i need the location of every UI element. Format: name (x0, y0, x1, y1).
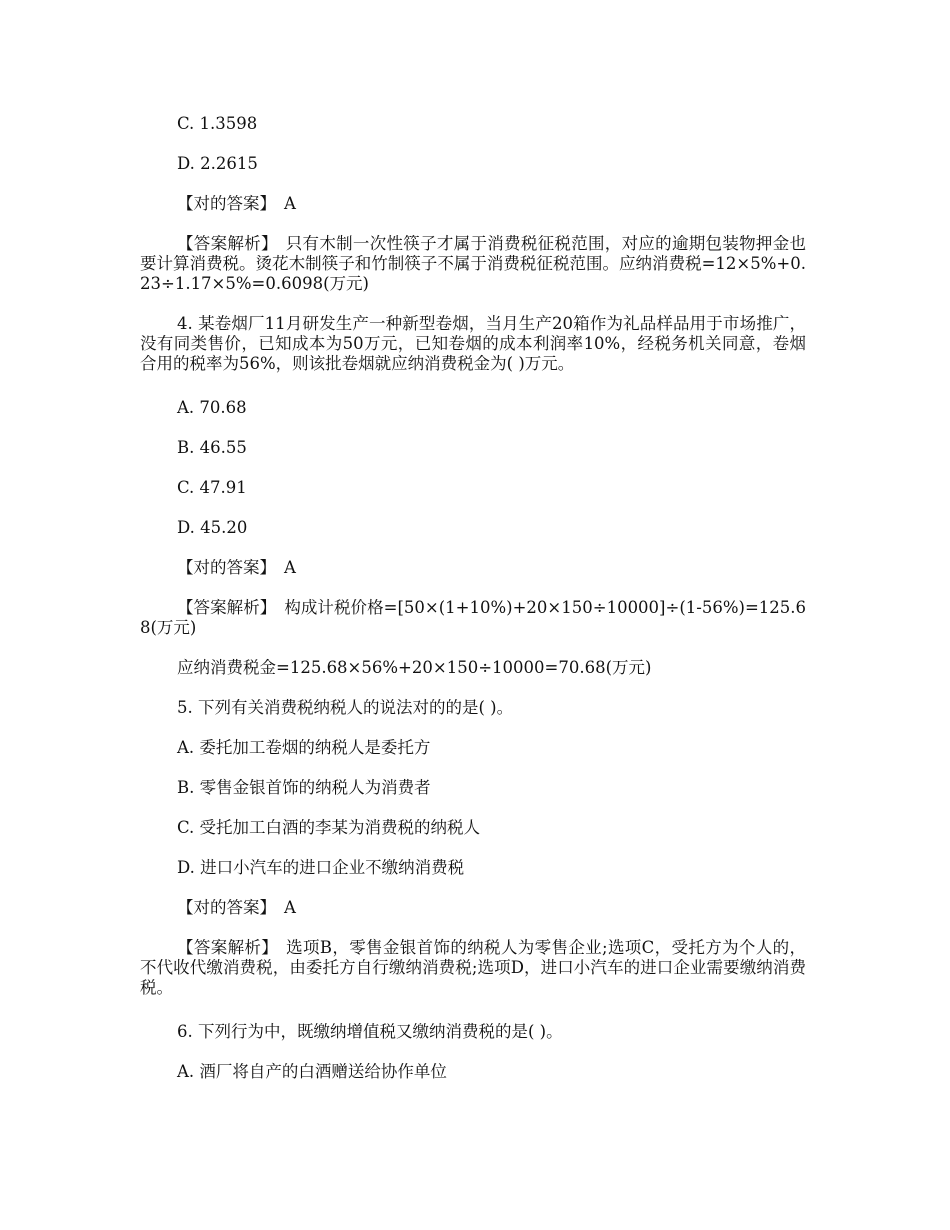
answer-label: 【对的答案】 (177, 558, 276, 577)
answer-value: A (284, 194, 296, 213)
q4-option-a: A. 70.68 (177, 398, 247, 417)
q4-stem: 4. 某卷烟厂11月研发生产一种新型卷烟，当月生产20箱作为礼品样品用于市场推广，没有同类售价，已知成本为50万元，已知卷烟的成本利润率10%，经税务机关同意，卷烟合用的税率为56%，则该批卷烟就应纳消费税金为( )万元。 (140, 314, 806, 373)
analysis-label: 【答案解析】 (177, 938, 279, 957)
q6-option-a: A. 酒厂将自产的白酒赠送给协作单位 (177, 1062, 447, 1081)
analysis-text: 选项B，零售金银首饰的纳税人为零售企业;选项C，受托方为个人的，不代收代缴消费税，由委托方自行缴纳消费税;选项D，进口小汽车的进口企业需要缴纳消费税。 (140, 938, 806, 997)
analysis-text: 构成计税价格=[50×(1+10%)+20×150÷10000]÷(1-56%)=125.68(万元) (140, 598, 807, 637)
q4-analysis (140, 598, 806, 638)
q3-option-d: D. 2.2615 (177, 154, 258, 173)
analysis-label: 【答案解析】 (177, 598, 277, 617)
q5-option-c: C. 受托加工白酒的李某为消费税的纳税人 (177, 818, 481, 837)
q6-stem: 6. 下列行为中，既缴纳增值税又缴纳消费税的是( )。 (177, 1022, 563, 1041)
q5-option-a: A. 委托加工卷烟的纳税人是委托方 (177, 738, 431, 757)
q3-analysis (140, 234, 806, 294)
analysis-label: 【答案解析】 (177, 234, 278, 253)
q4-option-c: C. 47.91 (177, 478, 247, 497)
q3-option-c: C. 1.3598 (177, 114, 258, 133)
answer-value: A (284, 898, 296, 917)
q4-answer (177, 558, 296, 578)
q4-option-b: B. 46.55 (177, 438, 247, 457)
answer-label: 【对的答案】 (177, 194, 276, 213)
q5-analysis (140, 938, 806, 998)
q5-option-b: B. 零售金银首饰的纳税人为消费者 (177, 778, 431, 797)
q3-answer (177, 194, 296, 214)
q5-option-d: D. 进口小汽车的进口企业不缴纳消费税 (177, 858, 465, 877)
answer-value: A (284, 558, 296, 577)
q4-analysis-extra: 应纳消费税金=125.68×56%+20×150÷10000=70.68(万元) (177, 658, 652, 677)
analysis-text: 只有木制一次性筷子才属于消费税征税范围，对应的逾期包装物押金也要计算消费税。烫花木制筷子和竹制筷子不属于消费税征税范围。应纳消费税=12×5%+0.23÷1.17×5%=0.6098(万元) (140, 234, 807, 293)
q5-stem: 5. 下列有关消费税纳税人的说法对的的是( )。 (177, 698, 514, 717)
q4-option-d: D. 45.20 (177, 518, 248, 537)
q5-answer (177, 898, 296, 918)
answer-label: 【对的答案】 (177, 898, 276, 917)
